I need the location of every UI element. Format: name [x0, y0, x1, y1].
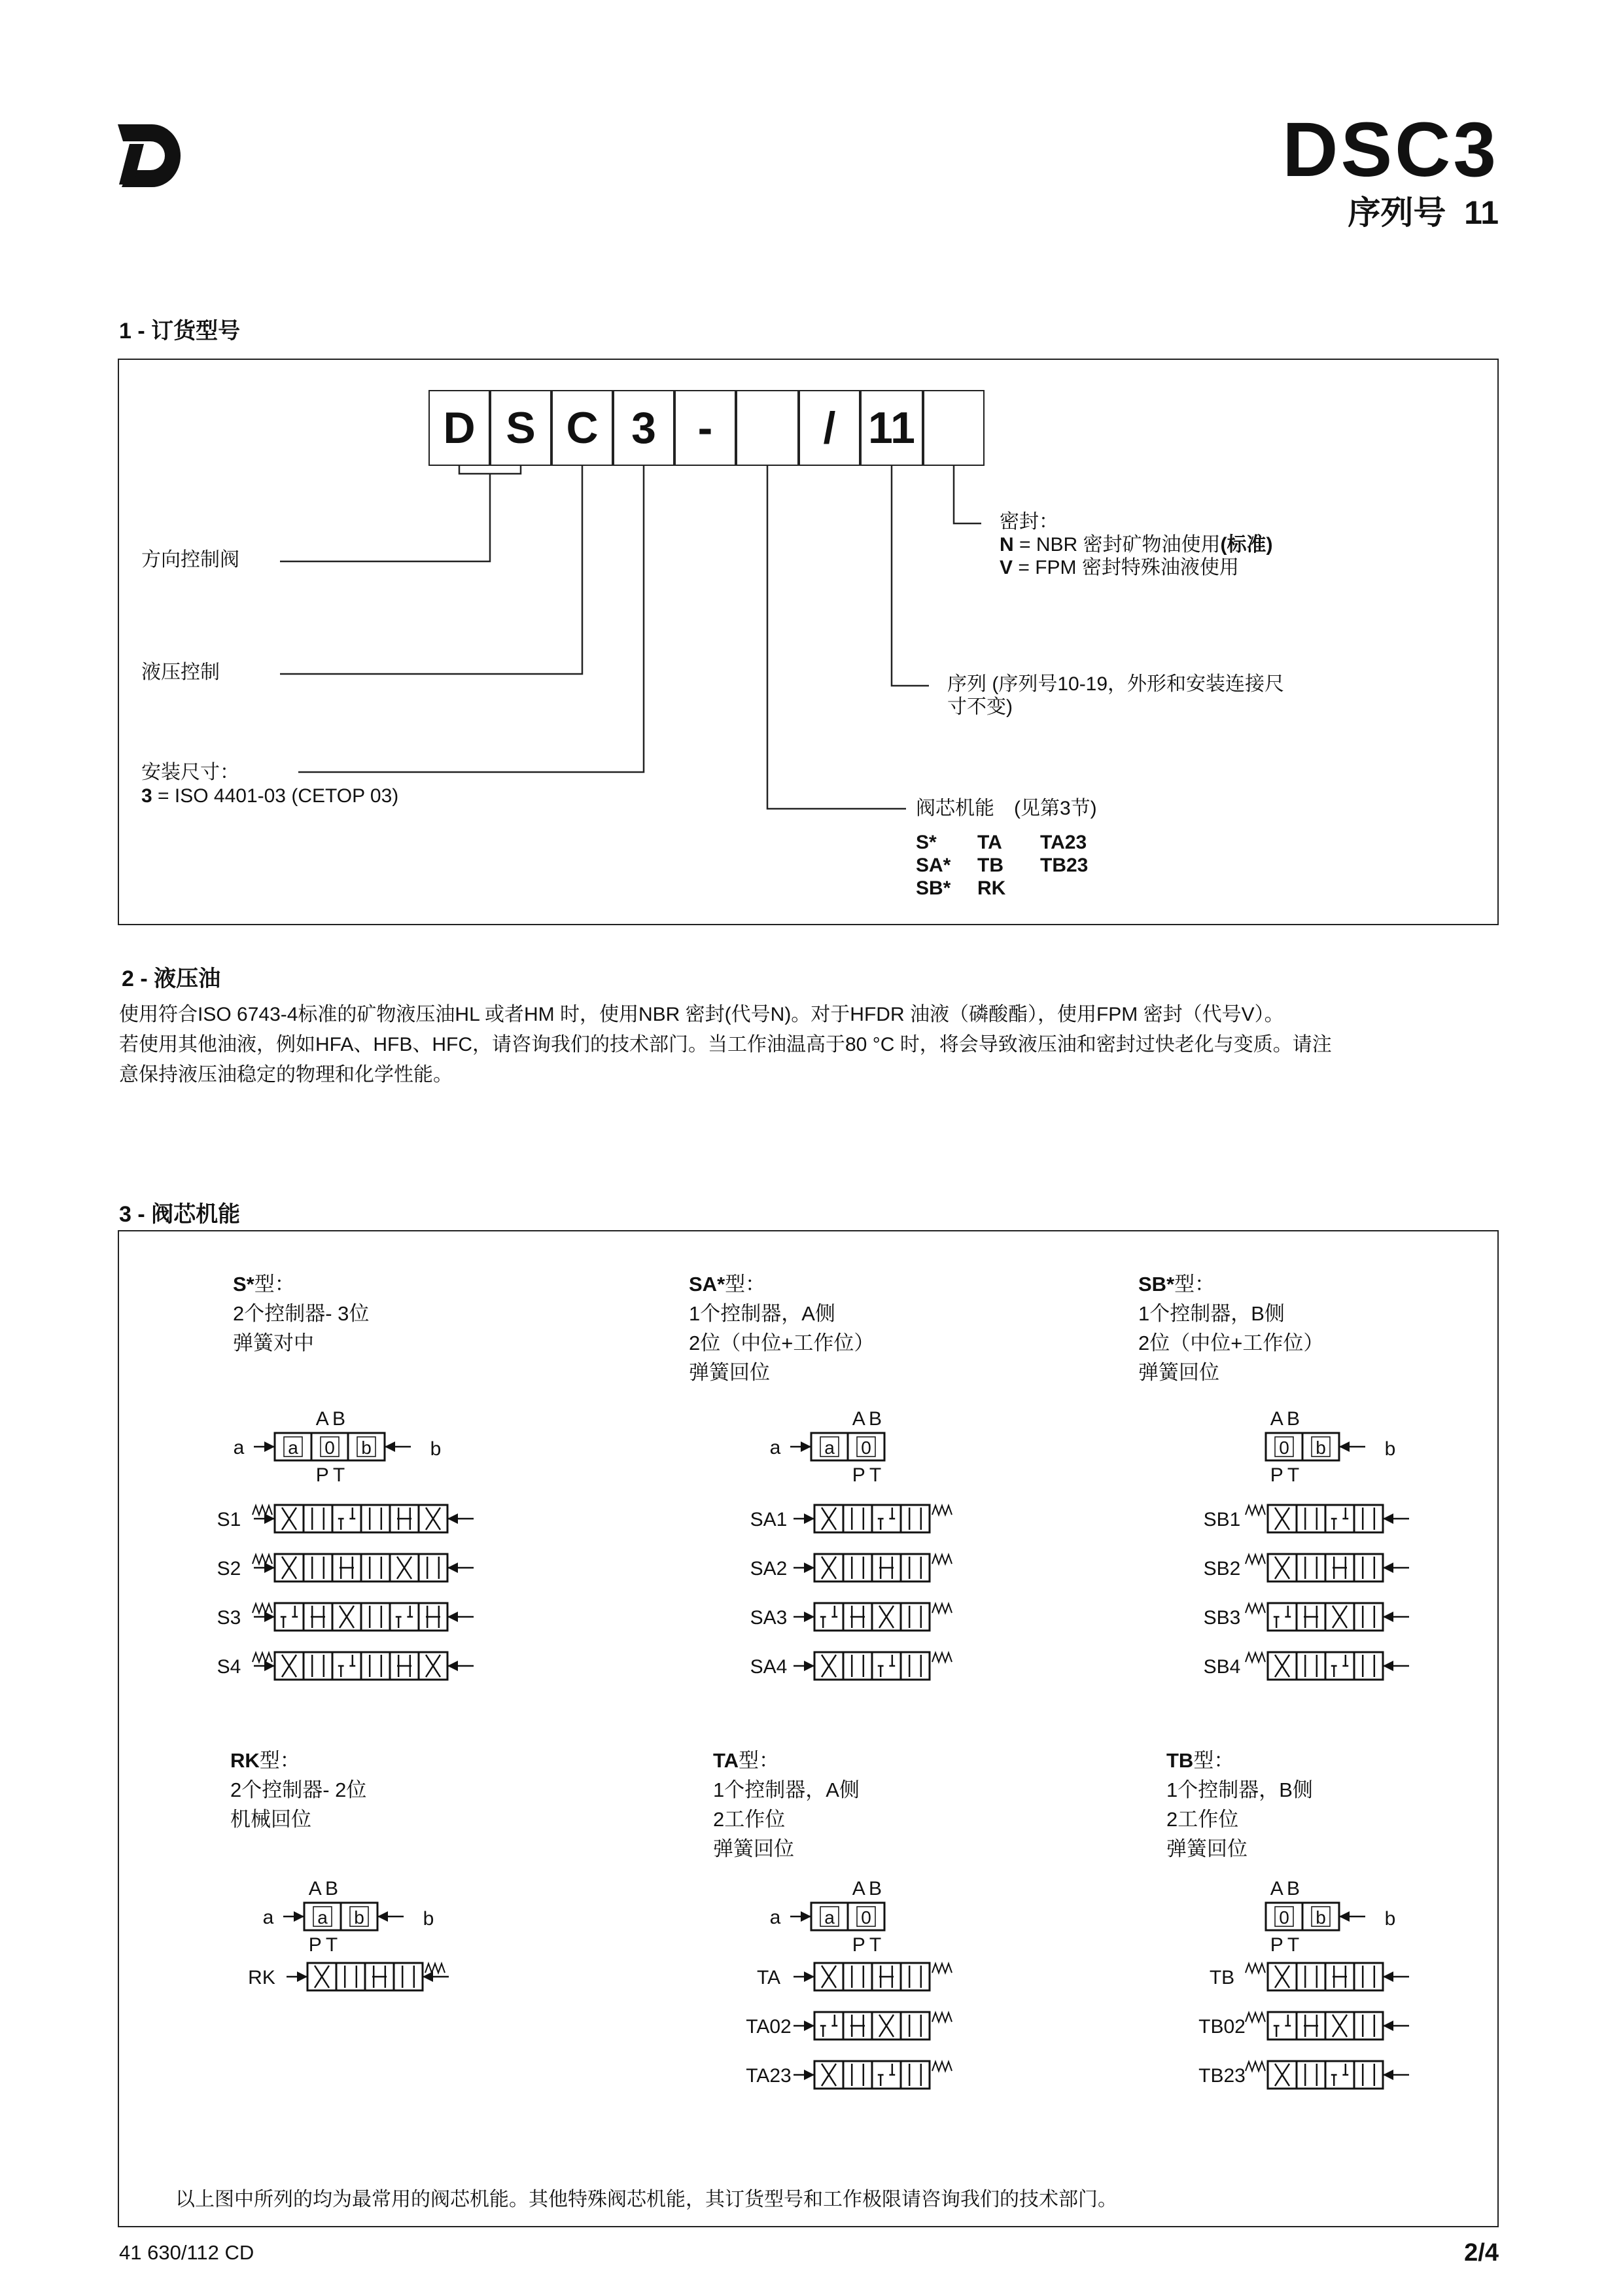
series-note-line1: 序列 (序列号10-19，外形和安装连接尺 — [947, 673, 1285, 695]
spool-group-tb-code-tb: TB — [1209, 1967, 1235, 1988]
series-number: 11 — [1464, 194, 1499, 231]
spool-group-sa-port-t: T — [869, 1464, 882, 1486]
document-code: 41 630/112 CD — [119, 2241, 254, 2264]
spool-group-tb-position-label: b — [1316, 1907, 1326, 1928]
spool-group-tb-port-p: P — [1270, 1934, 1283, 1956]
seal-n-standard: (标准) — [1220, 534, 1273, 556]
size-code: 3 — [141, 785, 152, 807]
spool-group-rk-code-rk: RK — [248, 1967, 275, 1988]
spool-group-s-spool-box — [332, 1652, 361, 1680]
spool-group-ta: TA型： 1个控制器，A侧 2工作位 弹簧回位 — [713, 1749, 860, 1860]
code-cell-slash: / — [799, 390, 860, 466]
seal-title: 密封： — [1000, 511, 1058, 533]
spool-group-sa-spool-box — [843, 1652, 872, 1680]
spool-group-sb-spool-box — [1354, 1603, 1383, 1631]
spool-group-s-spool-box — [275, 1603, 304, 1631]
code-cell-series: 11 — [860, 390, 923, 466]
spool-group-sa-code-sa1: SA1 — [750, 1509, 788, 1530]
spool-group-sb-code-sb1: SB1 — [1203, 1509, 1241, 1530]
spool-group-rk-spool-box — [336, 1963, 365, 1990]
spool-group-sb-port-t: T — [1287, 1464, 1300, 1486]
seal-v-code: V — [1000, 557, 1013, 578]
spool-group-rk-solenoid-a: a — [262, 1907, 274, 1928]
spool-group-tb-port-a: A — [1270, 1878, 1283, 1899]
spool-group-sa-code-sa4: SA4 — [750, 1656, 788, 1678]
spool-group-sb-spool-box — [1297, 1652, 1325, 1680]
spool-group-s-port-p: P — [315, 1464, 329, 1486]
spool-group-s-spool-box — [419, 1554, 447, 1581]
fluid-paragraph-line2: 若使用其他油液，例如HFA、HFB、HFC，请咨询我们的技术部门。当工作油温高于80 °C 时，将会导致液压油和密封过快老化与变质。请注 — [119, 1034, 1332, 1055]
spool-group-s-position-label: a — [288, 1438, 298, 1458]
spool-group-tb-position-label: 0 — [1279, 1907, 1289, 1928]
series-note-line2: 寸不变) — [947, 696, 1013, 718]
spool-group-ta-spool-box — [901, 1963, 930, 1990]
fluid-paragraph-line3: 意保持液压油稳定的物理和化学性能。 — [119, 1064, 453, 1086]
seal-n-code: N — [1000, 534, 1014, 556]
spool-group-rk-solenoid-b: b — [423, 1908, 434, 1930]
spool-group-s-spool-box — [304, 1505, 332, 1532]
code-cell-size: 3 — [613, 390, 674, 466]
code-cell-dash: - — [674, 390, 736, 466]
spool-group-tb-spool-box — [1354, 1963, 1383, 1990]
spool-group-tb-port-b: B — [1286, 1878, 1300, 1899]
spool-group-sb-spool-box — [1354, 1505, 1383, 1532]
spool-group-s-code-s2: S2 — [217, 1558, 241, 1580]
spool-function-title: 阀芯机能 (见第3节) — [916, 798, 1097, 819]
spool-codes-row: SB* RK — [916, 877, 1006, 899]
spool-group-sb-position-label: b — [1316, 1438, 1326, 1458]
spool-group-ta-solenoid-a: a — [769, 1907, 781, 1928]
spool-group-tb-spool-box — [1297, 2061, 1325, 2089]
spool-group-sa-spool-box — [901, 1652, 930, 1680]
spool-group-sa-code-sa2: SA2 — [750, 1558, 788, 1580]
spool-group-s-position-label: 0 — [324, 1438, 335, 1458]
spool-group-tb-code-tb23: TB23 — [1198, 2065, 1246, 2087]
spool-group-ta-position-label: a — [824, 1907, 835, 1928]
spool-group-sb-port-b: B — [1286, 1408, 1300, 1430]
product-title: DSC3 — [1282, 107, 1499, 193]
seal-v-text: = FPM 密封特殊油液使用 — [1013, 557, 1239, 578]
spool-codes-row: SA* TB TB23 — [916, 855, 1089, 876]
spool-group-sb-code-sb4: SB4 — [1203, 1656, 1241, 1678]
spool-group-s-position-label: b — [361, 1438, 372, 1458]
section3-heading: 3 - 阀芯机能 — [119, 1202, 241, 1227]
spool-group-sa-port-b: B — [868, 1408, 882, 1430]
spool-group-tb-port-t: T — [1287, 1934, 1300, 1956]
spool-group-sa-solenoid-a: a — [769, 1437, 781, 1458]
spool-group-ta-spool-box — [843, 1963, 872, 1990]
spool-group-tb-code-tb02: TB02 — [1198, 2016, 1246, 2038]
spool-group-s-solenoid-b: b — [430, 1438, 442, 1460]
spool-group-rk-position-label: a — [317, 1907, 328, 1928]
spool-group-s-code-s3: S3 — [217, 1607, 241, 1629]
label-directional-valve: 方向控制阀 — [141, 549, 239, 571]
spool-group-sb-spool-box — [1297, 1505, 1325, 1532]
spool-group-s-solenoid-a: a — [233, 1437, 245, 1458]
spool-group-sa-spool-box — [901, 1554, 930, 1581]
spool-group-sa-position-label: 0 — [861, 1438, 871, 1458]
label-hydraulic-control: 液压控制 — [141, 662, 220, 683]
spool-group-sb-position-label: 0 — [1279, 1438, 1289, 1458]
spool-codes-row: S* TA TA23 — [916, 832, 1087, 853]
spool-group-sb-spool-box — [1268, 1603, 1297, 1631]
spool-group-tb: TB型： 1个控制器，B侧 2工作位 弹簧回位 — [1166, 1749, 1313, 1860]
spool-footnote: 以上图中所列的均为最常用的阀芯机能。其他特殊阀芯机能，其订货型号和工作极限请咨询我们的技术部门。 — [175, 2189, 1117, 2210]
spool-group-s-spool-box — [304, 1652, 332, 1680]
spool-group-sa-port-p: P — [852, 1464, 865, 1486]
spool-group-s-port-a: A — [315, 1408, 329, 1430]
spool-group-tb-spool-box — [1354, 2061, 1383, 2089]
spool-group-sb-code-sb3: SB3 — [1203, 1607, 1241, 1629]
section1-heading: 1 - 订货型号 — [119, 319, 241, 344]
spool-group-s-port-t: T — [332, 1464, 345, 1486]
spool-group-rk-port-p: P — [308, 1934, 322, 1956]
code-cell-s: S — [490, 390, 551, 466]
page-number: 2/4 — [1464, 2239, 1499, 2267]
label-mounting-size: 安装尺寸： — [141, 762, 239, 783]
spool-group-s: S*型： 2个控制器- 3位 弹簧对中 — [233, 1273, 370, 1354]
spool-group-sb-port-p: P — [1270, 1464, 1283, 1486]
spool-group-sb-port-a: A — [1270, 1408, 1283, 1430]
spool-group-tb-spool-box — [1325, 2061, 1354, 2089]
spool-group-sb-solenoid-b: b — [1384, 1438, 1396, 1460]
spool-group-rk-spool-box — [394, 1963, 423, 1990]
spool-group-ta-spool-box — [872, 2061, 901, 2089]
spool-group-ta-position-label: 0 — [861, 1907, 871, 1928]
spool-group-s-spool-box — [390, 1603, 419, 1631]
spool-group-ta-code-ta02: TA02 — [746, 2016, 792, 2038]
size-standard: = ISO 4401-03 (CETOP 03) — [152, 785, 399, 807]
spool-group-tb-spool-box — [1354, 2012, 1383, 2040]
spool-group-sa-spool-box — [814, 1603, 843, 1631]
spool-group-s-code-s1: S1 — [217, 1509, 241, 1530]
spool-group-ta-port-p: P — [852, 1934, 865, 1956]
spool-group-ta-port-b: B — [868, 1878, 882, 1899]
spool-group-sb-spool-box — [1325, 1652, 1354, 1680]
spool-group-s-spool-box — [304, 1554, 332, 1581]
spool-group-sa-spool-box — [843, 1505, 872, 1532]
code-cell-d: D — [428, 390, 490, 466]
spool-group-s-spool-box — [361, 1505, 390, 1532]
spool-group-sb: SB*型： 1个控制器，B侧 2位（中位+工作位） 弹簧回位 — [1138, 1273, 1324, 1384]
spool-group-ta-spool-box — [901, 2061, 930, 2089]
spool-group-sa-spool-box — [872, 1652, 901, 1680]
spool-group-rk-position-label: b — [354, 1907, 364, 1928]
spool-group-rk-port-t: T — [325, 1934, 338, 1956]
spool-group-ta-spool-box — [901, 2012, 930, 2040]
spool-group-s-code-s4: S4 — [217, 1656, 241, 1678]
section2-heading: 2 - 液压油 — [122, 966, 221, 991]
code-cell-c: C — [551, 390, 613, 466]
spool-group-sa-port-a: A — [852, 1408, 865, 1430]
spool-group-s-port-b: B — [332, 1408, 346, 1430]
spool-group-ta-spool-box — [814, 2012, 843, 2040]
spool-group-s-spool-box — [361, 1603, 390, 1631]
spool-group-tb-solenoid-b: b — [1384, 1908, 1396, 1930]
spool-group-ta-port-a: A — [852, 1878, 865, 1899]
spool-group-sa-spool-box — [901, 1505, 930, 1532]
spool-group-sb-spool-box — [1325, 1505, 1354, 1532]
spool-group-sa: SA*型： 1个控制器，A侧 2位（中位+工作位） 弹簧回位 — [689, 1273, 875, 1384]
spool-group-sb-spool-box — [1297, 1554, 1325, 1581]
spool-group-sb-spool-box — [1354, 1652, 1383, 1680]
spool-group-rk-port-a: A — [308, 1878, 322, 1899]
spool-group-sb-spool-box — [1354, 1554, 1383, 1581]
spool-group-ta-spool-box — [843, 2061, 872, 2089]
spool-group-sa-spool-box — [843, 1554, 872, 1581]
spool-group-ta-code-ta: TA — [756, 1967, 781, 1988]
spool-group-sa-spool-box — [872, 1505, 901, 1532]
spool-group-ta-port-t: T — [869, 1934, 882, 1956]
spool-group-s-spool-box — [361, 1554, 390, 1581]
spool-group-rk-port-b: B — [324, 1878, 339, 1899]
spool-group-tb-spool-box — [1268, 2012, 1297, 2040]
spool-group-sa-spool-box — [901, 1603, 930, 1631]
spool-group-tb-spool-box — [1297, 1963, 1325, 1990]
spool-group-sb-code-sb2: SB2 — [1203, 1558, 1241, 1580]
fluid-paragraph-line1: 使用符合ISO 6743-4标准的矿物液压油HL 或者HM 时，使用NBR 密封(代号N)。对于HFDR 油液（磷酸酯），使用FPM 密封（代号V）。 — [119, 1004, 1284, 1025]
spool-group-s-spool-box — [361, 1652, 390, 1680]
spool-group-rk: RK型： 2个控制器- 2位 机械回位 — [230, 1749, 367, 1831]
spool-group-sa-code-sa3: SA3 — [750, 1607, 788, 1629]
spool-group-ta-code-ta23: TA23 — [746, 2065, 792, 2087]
seal-n-text: = NBR 密封矿物油使用 — [1013, 534, 1221, 556]
spool-group-s-spool-box — [332, 1505, 361, 1532]
spool-group-sa-position-label: a — [824, 1438, 835, 1458]
series-label-text: 序列号 — [1348, 194, 1446, 231]
